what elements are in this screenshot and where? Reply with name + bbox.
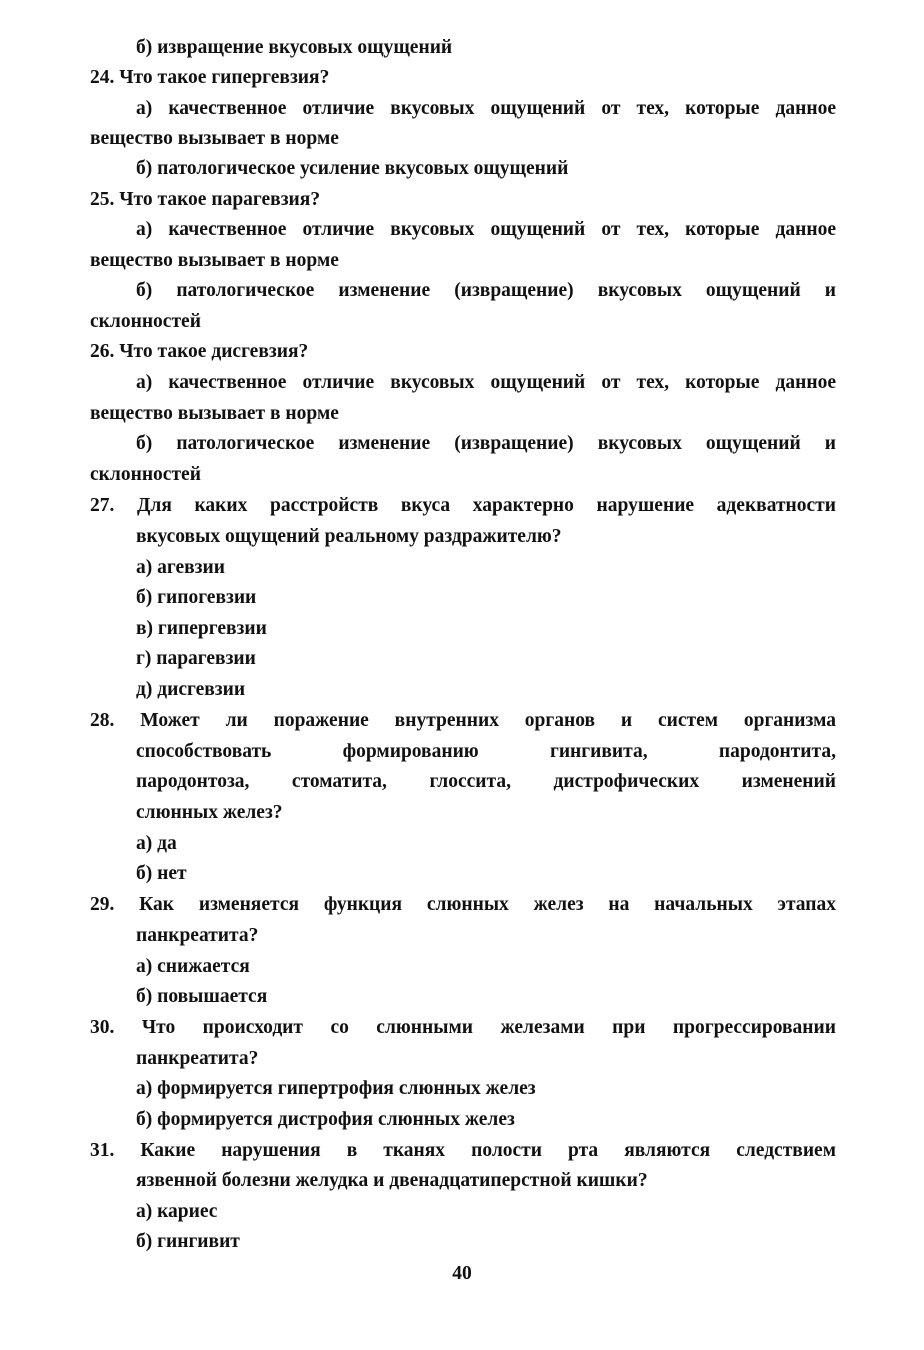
q26-option-a: а) качественное отличие вкусовых ощущений от тех, которые данное — [136, 372, 836, 393]
q27-option-a: а) агевзии — [136, 557, 225, 578]
q28-question: 28. Может ли поражение внутренних органов и систем организма — [90, 710, 836, 731]
q27-option-b: б) гипогевзии — [136, 587, 257, 608]
q29-question: 29. Как изменяется функция слюнных желез на начальных этапах — [90, 894, 836, 915]
q30-option-a: а) формируется гипертрофия слюнных желез — [136, 1078, 536, 1099]
q29-option-a: а) снижается — [136, 956, 250, 977]
q25-option-b-cont: склонностей — [90, 311, 201, 332]
q28-question-cont-1: способствовать формированию гингивита, пародонтита, — [136, 741, 836, 762]
q31-question-cont: язвенной болезни желудка и двенадцатиперстной кишки? — [136, 1170, 648, 1191]
q29-question-cont: панкреатита? — [136, 925, 259, 946]
q24-option-a-cont: вещество вызывает в норме — [90, 128, 339, 149]
q26-question: 26. Что такое дисгевзия? — [90, 341, 309, 362]
q23-option-b: б) извращение вкусовых ощущений — [136, 37, 453, 58]
q27-question: 27. Для каких расстройств вкуса характерно нарушение адекватности — [90, 495, 836, 516]
q31-option-b: б) гингивит — [136, 1231, 240, 1252]
q25-option-a-cont: вещество вызывает в норме — [90, 250, 339, 271]
q26-option-a-cont: вещество вызывает в норме — [90, 403, 339, 424]
q31-option-a: а) кариес — [136, 1201, 218, 1222]
q25-question: 25. Что такое парагевзия? — [90, 189, 321, 210]
q29-option-b: б) повышается — [136, 986, 268, 1007]
q28-option-b: б) нет — [136, 863, 187, 884]
q30-question: 30. Что происходит со слюнными железами при прогрессировании — [90, 1017, 836, 1038]
page-number: 40 — [452, 1263, 472, 1284]
q28-question-cont-3: слюнных желез? — [136, 802, 283, 823]
q30-question-cont: панкреатита? — [136, 1048, 259, 1069]
q27-option-c: в) гипергевзии — [136, 618, 267, 639]
q24-question: 24. Что такое гипергевзия? — [90, 67, 330, 88]
q27-option-d: г) парагевзии — [136, 648, 256, 669]
q31-question: 31. Какие нарушения в тканях полости рта являются следствием — [90, 1140, 836, 1161]
q28-option-a: а) да — [136, 833, 177, 854]
q28-question-cont-2: пародонтоза, стоматита, глоссита, дистрофических изменений — [136, 771, 836, 792]
q24-option-a: а) качественное отличие вкусовых ощущений от тех, которые данное — [136, 98, 836, 119]
q25-option-b: б) патологическое изменение (извращение) вкусовых ощущений и — [136, 280, 836, 301]
q24-option-b: б) патологическое усиление вкусовых ощущений — [136, 158, 569, 179]
q27-option-e: д) дисгевзии — [136, 679, 246, 700]
q30-option-b: б) формируется дистрофия слюнных желез — [136, 1109, 515, 1130]
q25-option-a: а) качественное отличие вкусовых ощущений от тех, которые данное — [136, 219, 836, 240]
q26-option-b-cont: склонностей — [90, 464, 201, 485]
q27-question-cont: вкусовых ощущений реальному раздражителю? — [136, 526, 562, 547]
q26-option-b: б) патологическое изменение (извращение) вкусовых ощущений и — [136, 433, 836, 454]
